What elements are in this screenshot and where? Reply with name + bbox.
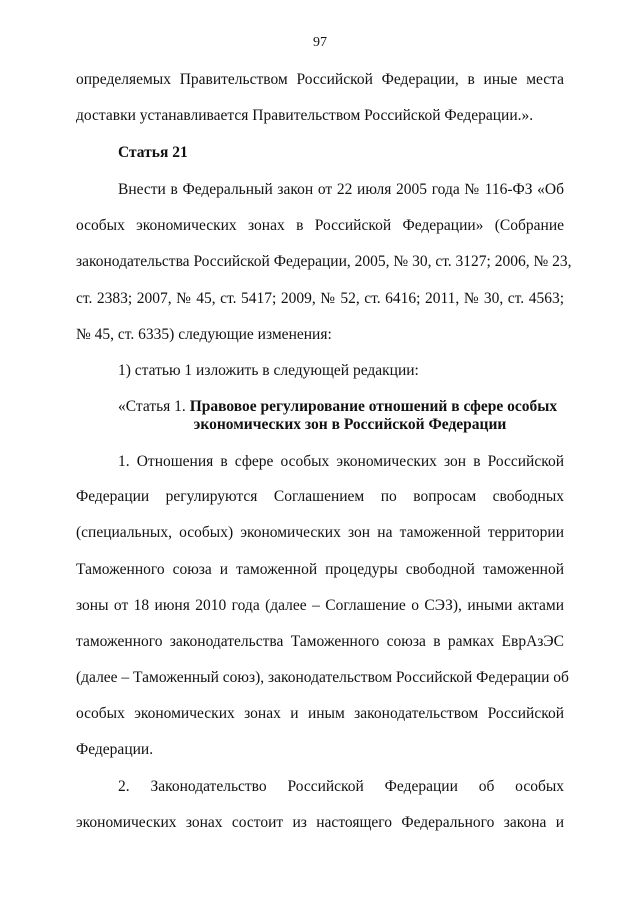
article-heading: Статья 21 [118, 144, 188, 161]
text-line: зоны от 18 июня 2010 года (далее – Соглашение о СЭЗ), иными актами [76, 597, 564, 614]
article-label: «Статья 1. [118, 398, 186, 415]
text-line: определяемых Правительством Российской Федерации, в иные места [76, 71, 564, 88]
text-line: особых экономических зонах и иным законодательством Российской [76, 705, 564, 722]
text-line: законодательства Российской Федерации, 2005, № 30, ст. 3127; 2006, № 23, [76, 253, 572, 270]
article-title: Правовое регулирование отношений в сфере особых [189, 398, 558, 415]
text-line: 1) статью 1 изложить в следующей редакции: [118, 362, 419, 379]
text-line: № 45, ст. 6335) следующие изменения: [76, 326, 332, 343]
text-line: (специальных, особых) экономических зон на таможенной территории [76, 524, 564, 541]
text-line: доставки устанавливается Правительством Российской Федерации.». [76, 107, 534, 124]
text-line: (далее – Таможенный союз), законодательством Российской Федерации об [76, 669, 569, 686]
text-line: Таможенного союза и таможенной процедуры свободной таможенной [76, 561, 564, 578]
text-line: таможенного законодательства Таможенного союза в рамках ЕврАзЭС [76, 633, 564, 650]
text-line: ст. 2383; 2007, № 45, ст. 5417; 2009, № 52, ст. 6416; 2011, № 30, ст. 4563; [76, 290, 564, 307]
article-title-continued: экономических зон в Российской Федерации [193, 416, 507, 433]
article-title-line [118, 397, 564, 417]
text-line: Федерации. [76, 741, 154, 758]
text-line: 1. Отношения в сфере особых экономических зон в Российской [118, 453, 564, 470]
page-number: 97 [313, 35, 327, 50]
text-line: экономических зонах состоит из настоящего Федерального закона и [76, 814, 564, 831]
text-line: 2. Законодательство Российской Федерации об особых [118, 778, 564, 795]
text-line: Федерации регулируются Соглашением по вопросам свободных [76, 488, 564, 505]
text-line: особых экономических зонах в Российской Федерации» (Собрание [76, 217, 564, 234]
text-line: Внести в Федеральный закон от 22 июля 2005 года № 116-ФЗ «Об [118, 181, 564, 198]
